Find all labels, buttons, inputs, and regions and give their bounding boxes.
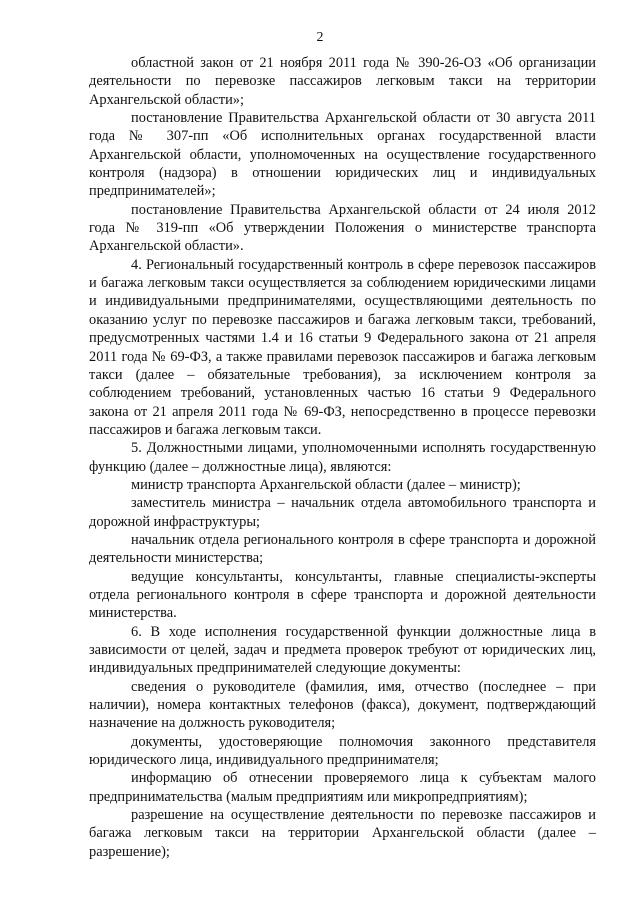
paragraph-authority-documents: документы, удостоверяющие полномочия законного представителя юридического лица, индивидуального предпринимателя; — [89, 733, 596, 769]
paragraph-deputy-minister: заместитель министра – начальник отдела автомобильного транспорта и дорожной инфраструктуры; — [89, 495, 596, 530]
paragraph-item-6: 6. В ходе исполнения государственной функции должностные лица в зависимости от целей, задач и предмета проверок требуют от юридических лиц, индивидуальных предпринимателей следующие документы: — [89, 623, 596, 677]
paragraph-consultants: ведущие консультанты, консультанты, главные специалисты-эксперты отдела регионального контроля в сфере транспорта и дорожной деятельности министерства. — [89, 568, 596, 622]
document-body — [89, 54, 596, 861]
paragraph-taxi-permit: разрешение на осуществление деятельности по перевозке пассажиров и багажа легковым такси на территории Архангельской области (далее – разрешение); — [89, 807, 596, 860]
paragraph-item-4: 4. Региональный государственный контроль в сфере перевозок пассажиров и багажа легковым такси осуществляется за соблюдением юридическими лицами и индивидуальными предпринимателями, осуществляющими деятельность по оказанию услуг по перевозке пассажиров и багажа легковым такси, требований, предусмотренных частями 1.4 и 16 статьи 9 Федерального закона от 21 апреля 2011 года № 69-ФЗ, а также правилами перевозок пассажиров и багажа легковым такси (далее – обязательные требования), за исключением контроля за соблюдением требований, установленных частью 16 статьи 9 Федерального закона от 21 апреля 2011 года № 69-ФЗ, непосредственно в процессе перевозки пассажиров и багажа легковым такси. — [89, 256, 596, 438]
paragraph-head-of-department: начальник отдела регионального контроля в сфере транспорта и дорожной деятельности министерства; — [89, 531, 596, 567]
page-number: 2 — [316, 30, 324, 45]
paragraph-regional-law-390: областной закон от 21 ноября 2011 года № 390-26-ОЗ «Об организации деятельности по перевозке пассажиров легковым такси на территории Архангельской области»; — [89, 55, 596, 108]
paragraph-minister: министр транспорта Архангельской области (далее – министр); — [131, 476, 521, 493]
paragraph-resolution-307: постановление Правительства Архангельской области от 30 августа 2011 года № 307-пп «Об исполнительных органах государственной власти Архангельской области, уполномоченных на осуществление государственного контроля (надзора) в отношении юридических лиц и индивидуальных предпринимателей»; — [89, 110, 596, 200]
paragraph-item-5: 5. Должностными лицами, уполномоченными исполнять государственную функцию (далее – должностные лица), являются: — [89, 440, 596, 475]
paragraph-small-business-info: информацию об отнесении проверяемого лица к субъектам малого предпринимательства (малым предприятиям или микропредприятиям); — [89, 770, 596, 805]
paragraph-resolution-319: постановление Правительства Архангельской области от 24 июля 2012 года № 319-пп «Об утверждении Положения о министерстве транспорта Архангельской области». — [89, 201, 596, 255]
paragraph-manager-info: сведения о руководителе (фамилия, имя, отчество (последнее – при наличии), номера контактных телефонов (факса), документ, подтверждающий назначение на должность руководителя; — [89, 678, 596, 732]
